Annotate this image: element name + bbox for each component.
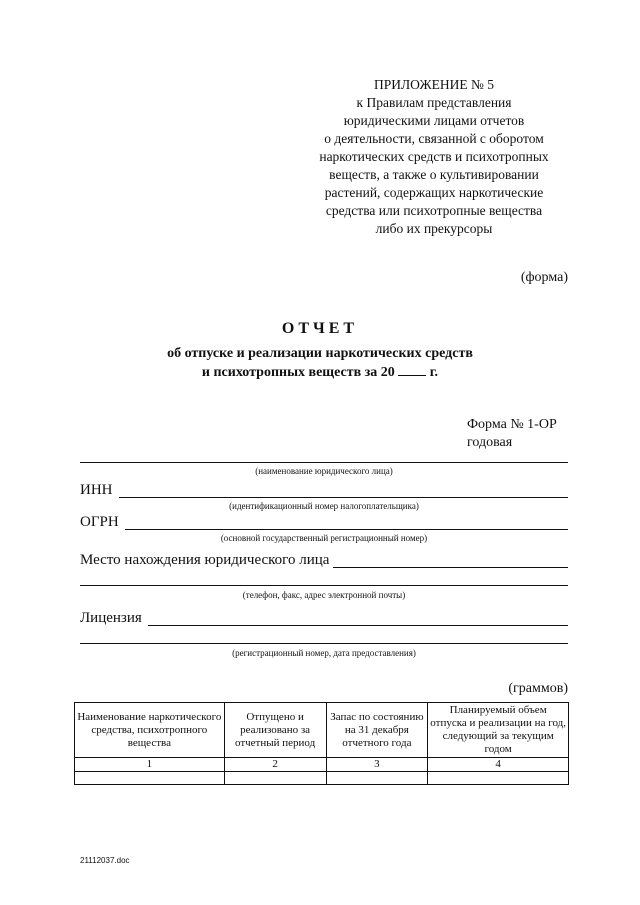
license-line-2[interactable]: [80, 643, 568, 644]
location-line[interactable]: [333, 567, 568, 568]
column-number: 1: [75, 758, 225, 772]
appendix-line: к Правилам представления: [356, 95, 512, 110]
legal-name-line[interactable]: [80, 462, 568, 463]
inn-line[interactable]: [119, 497, 568, 498]
license-caption: (регистрационный номер, дата предоставления): [232, 648, 416, 658]
year-blank[interactable]: [398, 363, 426, 376]
form-number: [467, 416, 557, 452]
column-number: 3: [326, 758, 428, 772]
report-title: ОТЧЕТ: [281, 320, 359, 337]
appendix-line: либо их прекурсоры: [375, 221, 493, 236]
report-table: [74, 702, 569, 785]
header-cell: Отпущено и реализовано за отчетный период: [224, 703, 326, 758]
form-number-line-2: годовая: [467, 435, 513, 450]
subtitle-line-1: об отпуске и реализации наркотических средств: [167, 346, 473, 361]
form-label: (форма): [520, 270, 568, 285]
units-label: (граммов): [508, 681, 568, 696]
location-label: Место нахождения юридического лица: [80, 552, 330, 568]
file-name: 21112037.doc: [80, 856, 130, 865]
table-header-row: [75, 703, 569, 758]
header-cell: Запас по состоянию на 31 декабря отчетного года: [326, 703, 428, 758]
subtitle-line-2-suffix: г.: [429, 365, 439, 380]
appendix-line: веществ, а также о культивировании: [329, 167, 539, 182]
ogrn-label: ОГРН: [80, 514, 119, 530]
table-number-row: [75, 758, 569, 772]
license-label: Лицензия: [80, 610, 142, 626]
report-subtitle: [0, 345, 640, 382]
ogrn-caption: (основной государственный регистрационный номер): [220, 533, 428, 543]
contacts-caption: (телефон, факс, адрес электронной почты): [242, 590, 406, 600]
inn-label: ИНН: [80, 482, 113, 498]
appendix-header: [300, 76, 568, 238]
appendix-line: наркотических средств и психотропных: [319, 149, 549, 164]
table-row[interactable]: [75, 772, 569, 785]
appendix-line: ПРИЛОЖЕНИЕ № 5: [373, 77, 495, 92]
subtitle-line-2-text: и психотропных веществ за 20: [201, 365, 395, 380]
table-cell[interactable]: [326, 772, 428, 785]
appendix-line: растений, содержащих наркотические: [324, 185, 544, 200]
table-cell[interactable]: [75, 772, 225, 785]
column-number: 2: [224, 758, 326, 772]
table-cell[interactable]: [224, 772, 326, 785]
header-cell: Планируемый объем отпуска и реализации на год, следующий за текущим годом: [428, 703, 569, 758]
appendix-line: средства или психотропные вещества: [325, 203, 543, 218]
ogrn-line[interactable]: [125, 529, 568, 530]
column-number: 4: [428, 758, 569, 772]
table-cell[interactable]: [428, 772, 569, 785]
inn-caption: (идентификационный номер налогоплательщика): [229, 501, 419, 511]
subtitle-line-2: [0, 363, 640, 382]
legal-name-caption: (наименование юридического лица): [255, 466, 393, 476]
appendix-line: юридическими лицами отчетов: [343, 113, 525, 128]
form-number-line-1: Форма № 1-ОР: [467, 417, 557, 432]
appendix-line: о деятельности, связанной с оборотом: [324, 131, 544, 146]
contacts-line[interactable]: [80, 585, 568, 586]
header-cell: Наименование наркотического средства, психотропного вещества: [75, 703, 225, 758]
license-line[interactable]: [148, 625, 568, 626]
